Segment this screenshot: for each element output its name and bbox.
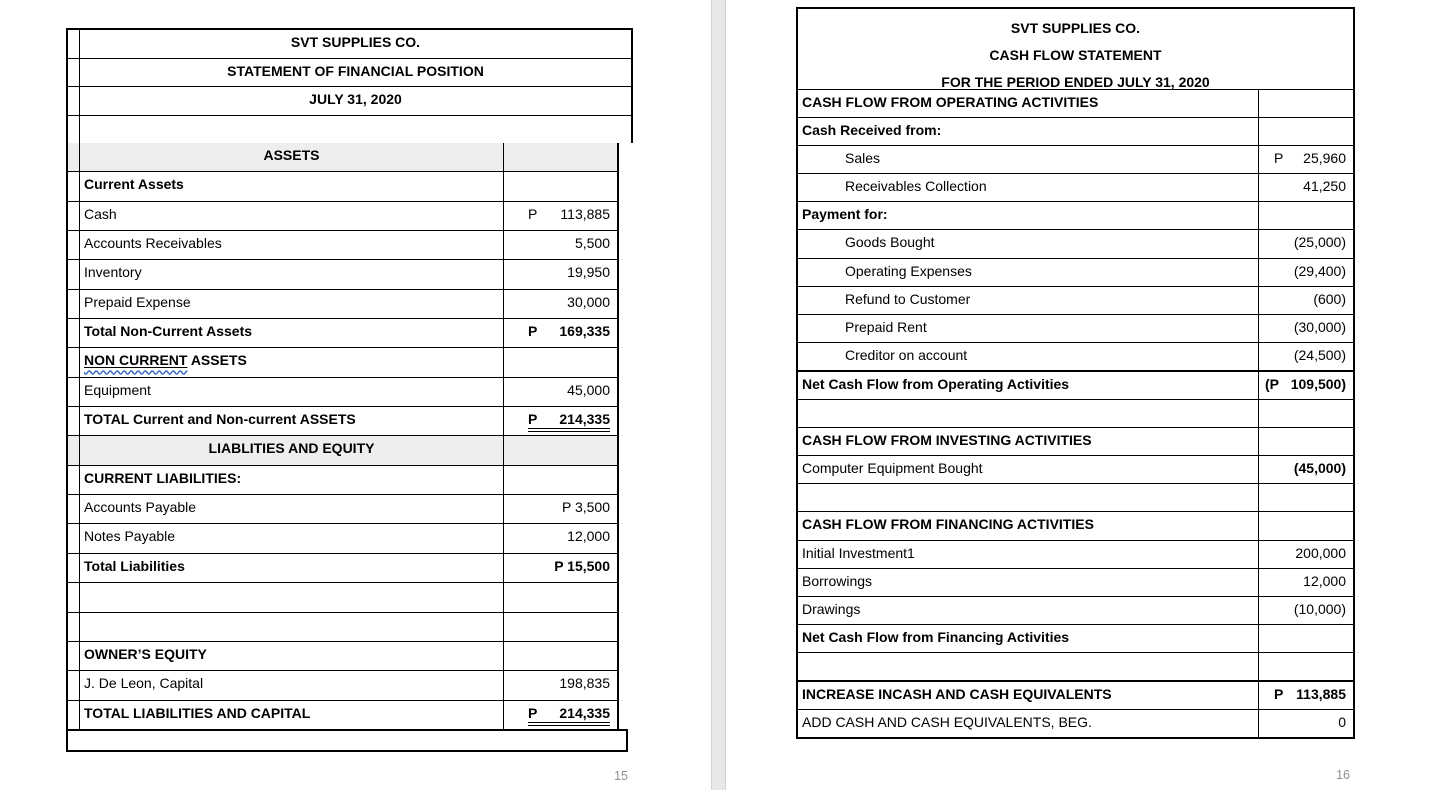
row-gutter-cell (68, 378, 80, 406)
table-row (798, 173, 1353, 201)
row-label: SVT SUPPLIES CO. (290, 34, 421, 50)
row-amount (503, 495, 617, 523)
row-amount (503, 319, 617, 347)
table-row (798, 89, 1353, 117)
amount-value: 41,250 (1303, 178, 1346, 195)
amount-value: 200,000 (1295, 544, 1346, 561)
row-amount (503, 143, 617, 171)
row-gutter-cell (68, 554, 80, 582)
currency-symbol: P (528, 205, 538, 222)
amount-value: 109,500) (1290, 375, 1346, 392)
table-row (68, 143, 617, 171)
table-row (798, 483, 1353, 511)
amount-value: P 15,500 (554, 557, 610, 574)
cash-flow-table (796, 7, 1355, 739)
table-row (68, 641, 617, 670)
row-label: OWNER’S EQUITY (84, 645, 207, 662)
row-label (80, 583, 503, 611)
row-label: CURRENT LIABILITIES: (84, 469, 242, 486)
row-gutter-cell (68, 701, 80, 729)
currency-symbol: P (528, 704, 538, 721)
row-amount (503, 642, 617, 670)
row-label: ADD CASH AND CASH EQUIVALENTS, BEG. (802, 714, 1092, 731)
table-row (68, 318, 617, 347)
amount-value: 214,335 (559, 704, 610, 721)
row-amount (1258, 456, 1353, 483)
company-name: SVT SUPPLIES CO. (1010, 20, 1141, 36)
table-row (798, 258, 1353, 286)
table-row (68, 465, 617, 494)
financial-position-table-body (66, 143, 619, 731)
row-amount (1258, 569, 1353, 596)
table-row (68, 230, 617, 259)
double-underlined-amount (528, 411, 610, 432)
row-gutter-cell (68, 348, 80, 376)
row-gutter-cell (68, 583, 80, 611)
amount-value: (600) (1313, 290, 1346, 307)
row-amount (1258, 174, 1353, 201)
row-gutter-cell (68, 290, 80, 318)
table-row (68, 115, 631, 144)
double-underlined-amount (528, 705, 610, 726)
row-amount (1258, 343, 1353, 370)
row-gutter-cell (68, 143, 80, 171)
table-row (798, 709, 1353, 737)
amount-value: (25,000) (1293, 234, 1346, 251)
amount-value: P 3,500 (561, 499, 610, 516)
amount-value: (24,500) (1293, 346, 1346, 363)
table-row (798, 596, 1353, 624)
amount-value: 45,000 (567, 381, 610, 398)
table-row (68, 58, 631, 87)
amount-value: 169,335 (559, 323, 610, 340)
row-amount (1258, 653, 1353, 680)
row-label: Accounts Receivables (84, 235, 222, 252)
amount-value: 30,000 (567, 293, 610, 310)
row-amount (503, 671, 617, 699)
financial-position-table-header (66, 28, 633, 143)
row-label: Net Cash Flow from Operating Activities (802, 375, 1070, 392)
row-label: Current Assets (84, 176, 184, 193)
row-label: Computer Equipment Bought (802, 460, 983, 477)
cash-flow-rows (798, 89, 1353, 737)
statement-title: CASH FLOW STATEMENT (989, 47, 1162, 63)
row-label: Equipment (84, 381, 151, 398)
row-amount (1258, 315, 1353, 342)
table-row (798, 568, 1353, 596)
row-label: Net Cash Flow from Financing Activities (802, 628, 1070, 645)
table-row (798, 680, 1353, 709)
currency-symbol: P (1274, 685, 1284, 702)
table-row (68, 523, 617, 552)
table-row (68, 612, 617, 641)
page-number-right: 16 (1336, 768, 1350, 782)
table-row (68, 553, 617, 582)
table-row (798, 286, 1353, 314)
row-label: Cash (84, 205, 117, 222)
row-amount (1258, 287, 1353, 314)
row-label: Prepaid Rent (845, 318, 927, 335)
row-label: Total Non-Current Assets (84, 323, 253, 340)
row-gutter-cell (68, 495, 80, 523)
row-amount (503, 290, 617, 318)
row-amount (503, 348, 617, 376)
row-gutter-cell (68, 172, 80, 200)
row-amount (1258, 682, 1353, 709)
table-row (68, 171, 617, 200)
amount-value: 198,835 (559, 675, 610, 692)
row-amount (1258, 90, 1353, 117)
row-label: Notes Payable (84, 528, 176, 545)
amount-value: 12,000 (567, 528, 610, 545)
table-row (798, 540, 1353, 568)
table-row (68, 289, 617, 318)
row-label: CASH FLOW FROM OPERATING ACTIVITIES (802, 94, 1099, 110)
underlined-text: NON CURRENT (84, 352, 188, 369)
row-label (798, 400, 1258, 427)
row-amount (1258, 625, 1353, 652)
table-row (68, 201, 617, 230)
table-row (68, 86, 631, 115)
row-gutter-cell (68, 260, 80, 288)
row-amount (1258, 597, 1353, 624)
amount-value: 25,960 (1303, 150, 1346, 167)
row-amount (503, 524, 617, 552)
amount-value: 113,885 (560, 205, 610, 222)
table-row (798, 117, 1353, 145)
row-label: ASSETS (263, 147, 320, 163)
row-gutter-cell (68, 613, 80, 641)
amount-value: (10,000) (1293, 600, 1346, 617)
table-row (798, 229, 1353, 257)
row-amount (1258, 118, 1353, 145)
row-label: Operating Expenses (845, 262, 972, 279)
row-gutter-cell (68, 30, 80, 58)
table-row (68, 700, 617, 729)
row-label: Receivables Collection (845, 178, 987, 195)
row-label (80, 348, 503, 376)
row-amount (1258, 512, 1353, 539)
row-amount (1258, 400, 1353, 427)
row-label (798, 653, 1258, 680)
row-label: Creditor on account (845, 346, 968, 363)
row-amount (503, 436, 617, 464)
amount-value: (30,000) (1293, 318, 1346, 335)
amount-value: 214,335 (559, 411, 610, 428)
row-amount (1258, 541, 1353, 568)
row-gutter-cell (68, 524, 80, 552)
row-amount (503, 231, 617, 259)
row-amount (503, 172, 617, 200)
table-row (798, 511, 1353, 539)
row-amount (503, 202, 617, 230)
row-label: JULY 31, 2020 (309, 91, 402, 107)
table-row (798, 399, 1353, 427)
amount-value: 19,950 (567, 264, 610, 281)
row-amount (1258, 230, 1353, 257)
row-amount (503, 378, 617, 406)
row-amount (1258, 710, 1353, 737)
row-label: Cash Received from: (802, 122, 942, 139)
amount-value: 12,000 (1303, 572, 1346, 589)
row-amount (1258, 259, 1353, 286)
amount-value: (29,400) (1293, 262, 1346, 279)
table-row (68, 494, 617, 523)
row-gutter-cell (68, 642, 80, 670)
row-label: STATEMENT OF FINANCIAL POSITION (227, 62, 484, 79)
row-label: J. De Leon, Capital (84, 675, 204, 692)
row-amount (1258, 202, 1353, 229)
row-gutter-cell (68, 436, 80, 464)
table-row (68, 347, 617, 376)
row-label: Payment for: (802, 206, 888, 223)
row-amount (503, 583, 617, 611)
row-amount (1258, 484, 1353, 511)
table-row (68, 259, 617, 288)
table-row (68, 30, 631, 58)
amount-value: 113,885 (1296, 685, 1346, 702)
row-label (80, 116, 631, 144)
amount-value: 5,500 (574, 235, 610, 252)
row-amount (503, 407, 617, 435)
row-label: Prepaid Expense (84, 293, 191, 310)
table-row (68, 377, 617, 406)
table-row (798, 342, 1353, 370)
label-text: ASSETS (187, 352, 247, 369)
row-label: Refund to Customer (845, 290, 971, 307)
row-label: LIABLITIES AND EQUITY (208, 440, 375, 457)
amount-value: 0 (1338, 714, 1346, 731)
currency-symbol: P (1274, 150, 1284, 167)
currency-symbol: (P (1265, 375, 1279, 392)
row-label: Total Liabilities (84, 557, 185, 574)
row-gutter-cell (68, 319, 80, 347)
table-row (798, 201, 1353, 229)
row-amount (503, 260, 617, 288)
page-gap (711, 0, 726, 790)
row-label: CASH FLOW FROM INVESTING ACTIVITIES (802, 432, 1092, 449)
table-row (68, 670, 617, 699)
row-label (80, 613, 503, 641)
row-label: Accounts Payable (84, 499, 197, 516)
row-amount (1258, 146, 1353, 173)
row-amount (503, 554, 617, 582)
row-gutter-cell (68, 671, 80, 699)
table-row (68, 406, 617, 435)
row-amount (1258, 428, 1353, 455)
table-row (798, 455, 1353, 483)
table-row (798, 370, 1353, 399)
row-label: Drawings (802, 600, 861, 617)
row-amount (503, 613, 617, 641)
row-label: Sales (845, 150, 881, 167)
table-row (798, 314, 1353, 342)
row-label: Inventory (84, 264, 142, 281)
table-row (798, 624, 1353, 652)
page-number-left: 15 (614, 769, 628, 783)
currency-symbol: P (528, 323, 538, 340)
table-footer-row (66, 729, 628, 752)
row-amount (503, 701, 617, 729)
row-amount (503, 466, 617, 494)
row-amount (1258, 372, 1353, 399)
table-row (798, 427, 1353, 455)
statement-period: FOR THE PERIOD ENDED JULY 31, 2020 (941, 74, 1210, 90)
amount-value: (45,000) (1293, 460, 1346, 477)
table-row (68, 435, 617, 464)
table-row (798, 145, 1353, 173)
row-label: Borrowings (802, 572, 873, 589)
row-gutter-cell (68, 87, 80, 115)
grammar-underline (84, 352, 187, 368)
row-label: INCREASE INCASH AND CASH EQUIVALENTS (802, 685, 1112, 702)
cash-flow-title-block (798, 9, 1353, 89)
row-gutter-cell (68, 59, 80, 87)
row-label (798, 484, 1258, 511)
row-label: TOTAL Current and Non-current ASSETS (84, 411, 356, 428)
currency-symbol: P (528, 411, 538, 428)
row-gutter-cell (68, 116, 80, 144)
table-row (68, 582, 617, 611)
row-gutter-cell (68, 466, 80, 494)
row-gutter-cell (68, 202, 80, 230)
row-gutter-cell (68, 407, 80, 435)
row-gutter-cell (68, 231, 80, 259)
table-row (798, 652, 1353, 680)
row-label: TOTAL LIABILITIES AND CAPITAL (84, 704, 311, 721)
row-label: CASH FLOW FROM FINANCING ACTIVITIES (802, 516, 1094, 533)
row-label: Initial Investment1 (802, 544, 915, 561)
row-label: Goods Bought (845, 234, 935, 251)
